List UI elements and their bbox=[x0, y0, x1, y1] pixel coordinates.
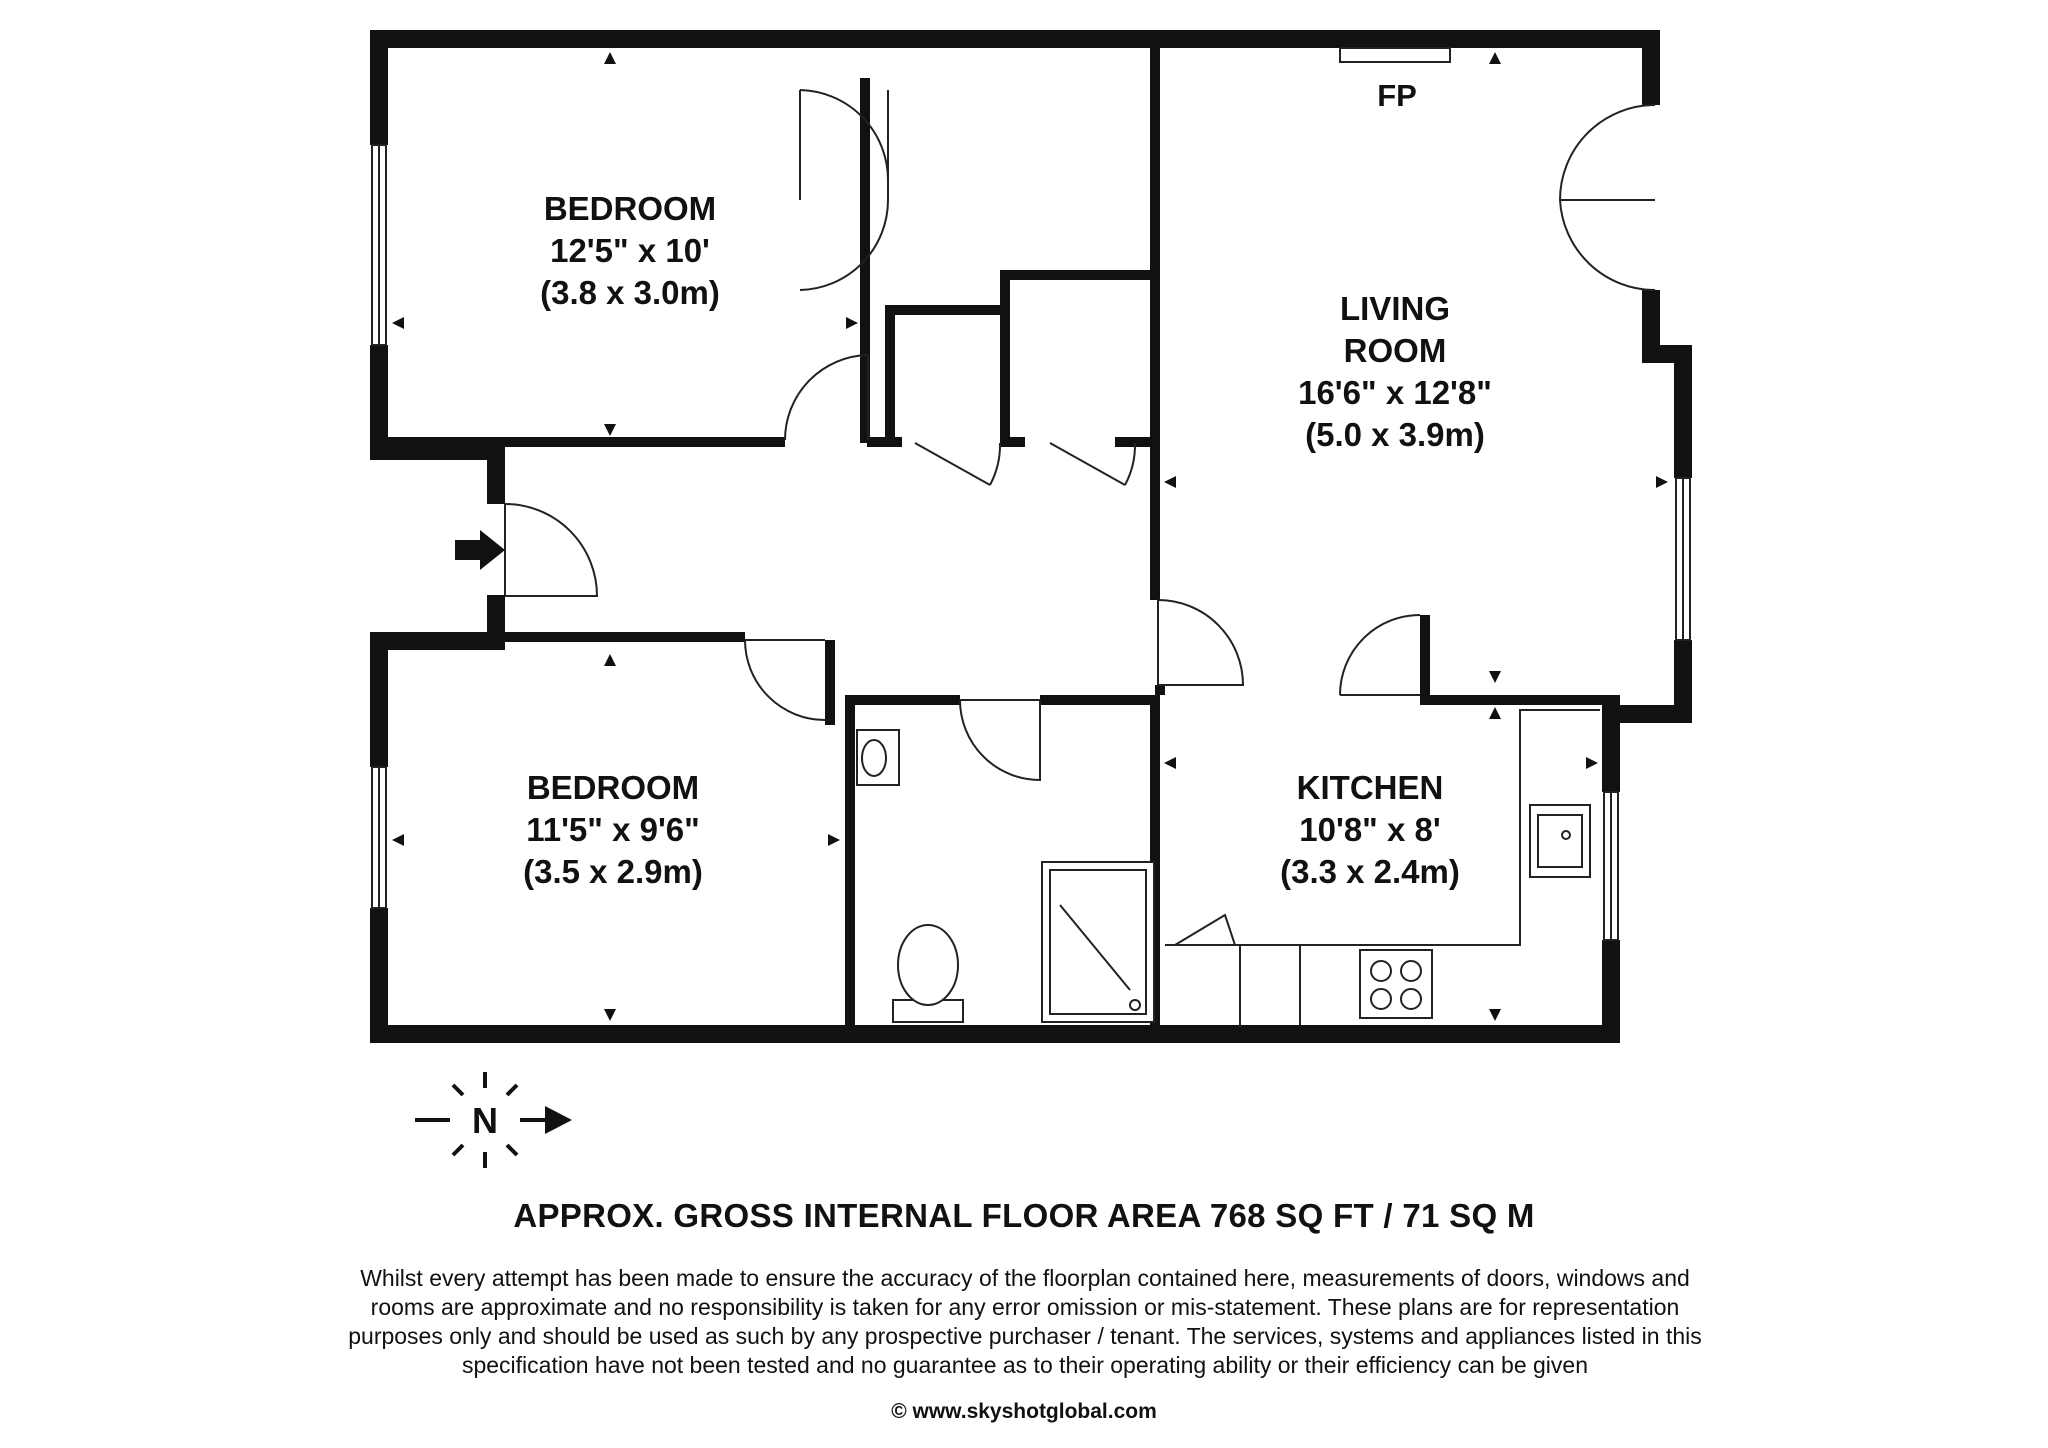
room-name: ROOM bbox=[1343, 332, 1447, 369]
disclaimer bbox=[300, 1264, 1750, 1380]
door-bedroom-1 bbox=[785, 355, 868, 440]
disclaimer-line: specification have not been tested and no guarantee as to their operating ability or their efficiency can be given bbox=[461, 1352, 1589, 1378]
room-dims-imperial: 11'5" x 9'6" bbox=[526, 811, 700, 848]
compass-arrow-icon bbox=[545, 1106, 572, 1134]
room-living-room bbox=[1298, 290, 1492, 453]
exterior-walls bbox=[370, 30, 1692, 1043]
fireplace-label: FP bbox=[1377, 78, 1417, 113]
fireplace bbox=[1340, 48, 1450, 62]
shower-tray bbox=[1042, 862, 1154, 1022]
room-dims-imperial: 12'5" x 10' bbox=[550, 232, 710, 269]
room-bedroom-2 bbox=[523, 769, 703, 890]
door-bathroom bbox=[960, 700, 1040, 780]
door-living-french bbox=[1560, 105, 1655, 290]
compass-north-label: N bbox=[472, 1100, 498, 1141]
door-kitchen bbox=[1340, 615, 1420, 695]
door-living-room bbox=[1158, 600, 1243, 685]
window-bedroom-1 bbox=[372, 145, 386, 345]
room-dims-metric: (3.3 x 2.4m) bbox=[1280, 853, 1460, 890]
copyright-link[interactable]: © www.skyshotglobal.com bbox=[891, 1400, 1157, 1423]
disclaimer-line: purposes only and should be used as such by any prospective purchaser / tenant. The services, systems and appliances listed in this bbox=[348, 1323, 1702, 1349]
toilet bbox=[893, 925, 963, 1022]
entrance-arrow bbox=[455, 530, 505, 570]
room-bedroom-1 bbox=[540, 190, 720, 311]
window-kitchen bbox=[1604, 792, 1618, 940]
door-entrance bbox=[505, 504, 597, 596]
door-closet-1 bbox=[915, 443, 1000, 485]
room-dims-imperial: 10'8" x 8' bbox=[1299, 811, 1441, 848]
room-dims-metric: (3.8 x 3.0m) bbox=[540, 274, 720, 311]
kitchen-sink bbox=[1530, 805, 1590, 877]
disclaimer-line: rooms are approximate and no responsibility is taken for any error omission or mis-statement. These plans are for representation bbox=[370, 1294, 1680, 1320]
room-kitchen bbox=[1280, 769, 1460, 890]
window-living-room bbox=[1676, 478, 1690, 640]
floor-area-title: APPROX. GROSS INTERNAL FLOOR AREA 768 SQ FT / 71 SQ M bbox=[513, 1197, 1535, 1234]
door-closet-2 bbox=[1050, 443, 1135, 485]
fixtures bbox=[857, 48, 1600, 1025]
compass bbox=[415, 1072, 572, 1168]
room-dims-imperial: 16'6" x 12'8" bbox=[1298, 374, 1492, 411]
room-name: BEDROOM bbox=[526, 769, 700, 806]
door-bedroom-2 bbox=[745, 640, 825, 720]
room-dims-metric: (5.0 x 3.9m) bbox=[1305, 416, 1485, 453]
door-wardrobe bbox=[800, 90, 888, 290]
room-name: KITCHEN bbox=[1296, 769, 1444, 806]
disclaimer-line: Whilst every attempt has been made to ensure the accuracy of the floorplan contained here, measurements of doors, windows and bbox=[360, 1265, 1690, 1291]
bathroom-basin bbox=[857, 730, 899, 785]
room-name: LIVING bbox=[1339, 290, 1451, 327]
kitchen-hob bbox=[1360, 950, 1432, 1018]
room-name: BEDROOM bbox=[543, 190, 717, 227]
window-bedroom-2 bbox=[372, 767, 386, 908]
room-dims-metric: (3.5 x 2.9m) bbox=[523, 853, 703, 890]
